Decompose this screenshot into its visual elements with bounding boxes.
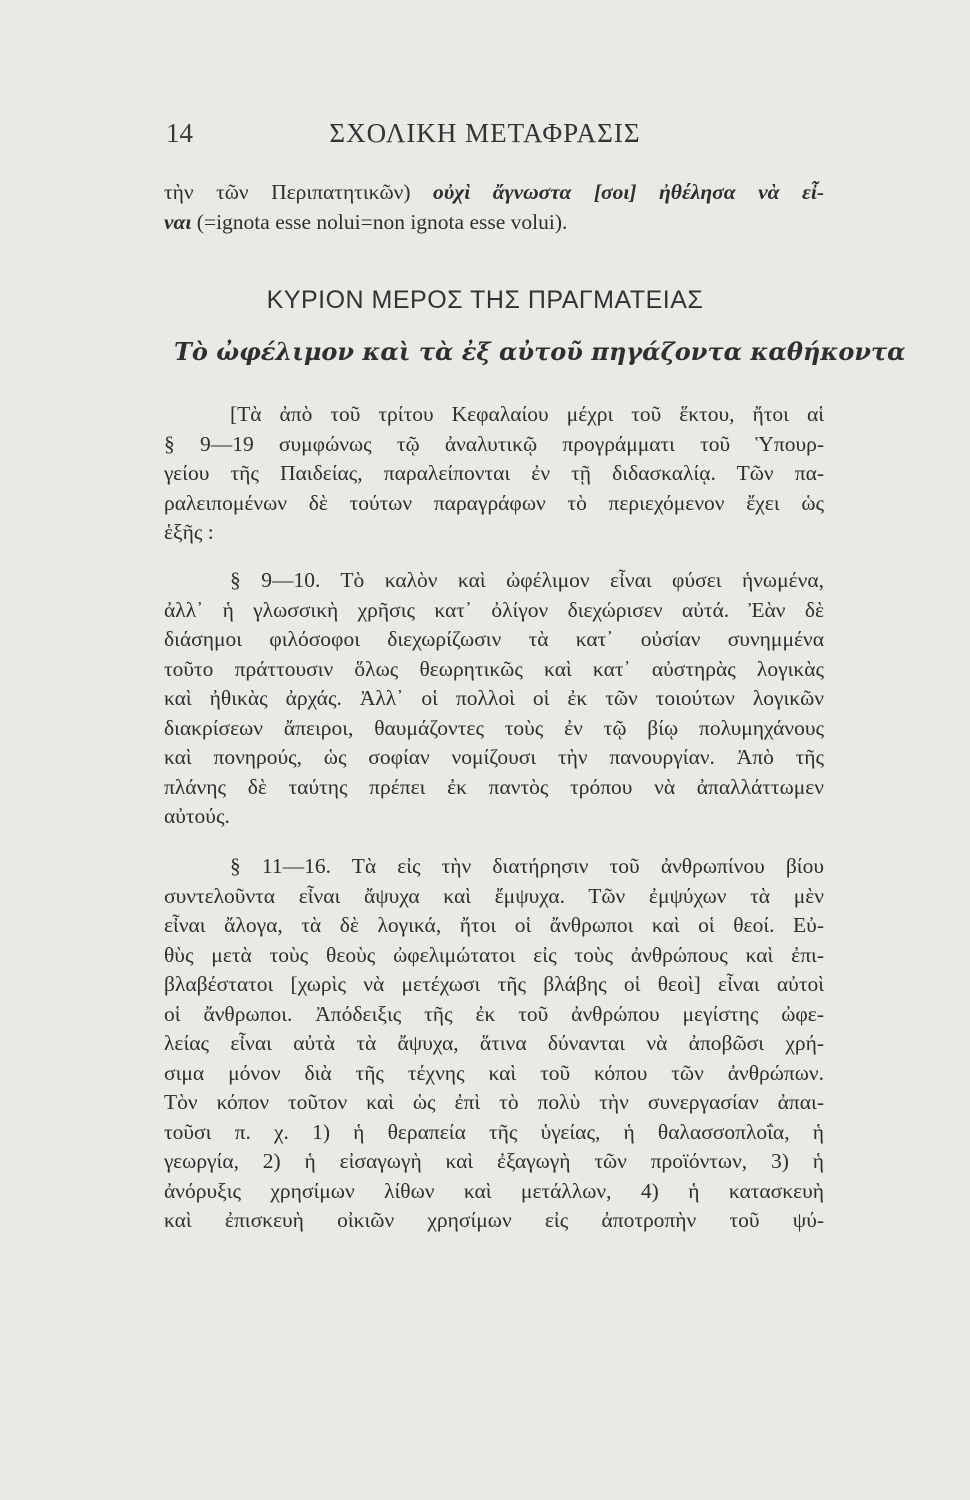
text-line: Τὸν κόπον τοῦτον καὶ ὡς ἐπὶ τὸ πολὺ τὴν συνεργασίαν ἀπαι- bbox=[164, 1090, 824, 1114]
opening-emphasis: οὐχὶ ἄγνωστα [σοι] ἠθέλησα νὰ εἶ- bbox=[432, 180, 824, 204]
text-line: καὶ πονηρούς, ὡς σοφίαν νομίζουσι τὴν πανουργίαν. Ἀπὸ τῆς bbox=[164, 745, 824, 769]
text-line: καὶ ἐπισκευὴ οἰκιῶν χρησίμων εἰς ἀποτροπὴν τοῦ ψύ- bbox=[164, 1208, 824, 1232]
text-line: γείου τῆς Παιδείας, παραλείπονται ἐν τῇ διδασκαλίᾳ. Τῶν πα- bbox=[164, 461, 824, 485]
text-line: αὐτούς. bbox=[164, 804, 230, 828]
running-title: ΣΧΟΛΙΚΗ ΜΕΤΑΦΡΑΣΙΣ bbox=[329, 118, 641, 148]
text-line: ἑξῆς : bbox=[164, 520, 214, 544]
opening-latin-gloss: (=ignota esse nolui=non ignota esse volui). bbox=[191, 209, 568, 234]
text-line: τοῦσι π. χ. 1) ἡ θεραπεία τῆς ὑγείας, ἡ θαλασσοπλοΐα, ἡ bbox=[164, 1119, 824, 1144]
paragraph-section-11-16 bbox=[164, 852, 824, 1236]
text-line: ἀνόρυξις χρησίμων λίθων καὶ μετάλλων, 4) ἡ κατασκευὴ bbox=[164, 1178, 824, 1203]
text-line: § 9—19 συμφώνως τῷ ἀναλυτικῷ προγράμματι τοῦ Ὑπουρ- bbox=[164, 431, 824, 456]
text-line: εἶναι ἄλογα, τὰ δὲ λογικά, ἤτοι οἱ ἄνθρωποι καὶ οἱ θεοί. Εὐ- bbox=[164, 913, 824, 937]
text-line: πλάνης δὲ ταύτης πρέπει ἐκ παντὸς τρόπου νὰ ἀπαλλάττωμεν bbox=[164, 774, 824, 799]
chapter-subtitle: Τὸ ὠφέλιμον καὶ τὰ ἐξ αὐτοῦ πηγάζοντα καθήκοντα bbox=[174, 337, 906, 366]
paragraph-summary-intro bbox=[164, 400, 824, 548]
text-line: σιμα μόνον διὰ τῆς τέχνης καὶ τοῦ κόπου τῶν ἀνθρώπων. bbox=[164, 1060, 824, 1085]
running-head bbox=[0, 118, 970, 158]
text-line: τοῦτο πράττουσιν ὅλως θεωρητικῶς καὶ κατ᾽ αὐστηρὰς λογικὰς bbox=[164, 656, 824, 681]
text-line: λείας εἶναι αὐτὰ τὰ ἄψυχα, ἅτινα δύνανται νὰ ἀποβῶσι χρή- bbox=[164, 1031, 824, 1055]
text-line: § 11—16. Τὰ εἰς τὴν διατήρησιν τοῦ ἀνθρωπίνου βίου bbox=[230, 854, 824, 878]
page-number: 14 bbox=[166, 118, 193, 148]
text-line: διακρίσεων ἄπειροι, θαυμάζοντες τοὺς ἐν τῷ βίῳ πολυμηχάνους bbox=[164, 715, 824, 740]
opening-text bbox=[164, 178, 824, 237]
text-line: [Τὰ ἀπὸ τοῦ τρίτου Κεφαλαίου μέχρι τοῦ ἕκτου, ἤτοι αἱ bbox=[230, 402, 824, 426]
text-line bbox=[164, 178, 824, 208]
text-line: βλαβέστατοι [χωρὶς νὰ μετέχωσι τῆς βλάβης οἱ θεοὶ] εἶναι αὐτοὶ bbox=[164, 972, 824, 996]
text-line: θὺς μετὰ τοὺς θεοὺς ὠφελιμώτατοι εἰς τοὺς ἀνθρώπους καὶ ἐπι- bbox=[164, 942, 824, 967]
text-line: καὶ ἠθικὰς ἀρχάς. Ἀλλ᾽ οἱ πολλοὶ οἱ ἐκ τῶν τοιούτων λογικῶν bbox=[164, 686, 824, 710]
text-line: ραλειπομένων δὲ τούτων παραγράφων τὸ περιεχόμενον ἔχει ὡς bbox=[164, 490, 824, 515]
text-line bbox=[164, 208, 824, 238]
opening-plain: τὴν τῶν Περιπατητικῶν) bbox=[164, 180, 433, 204]
section-title: ΚΥΡΙΟΝ ΜΕΡΟΣ ΤΗΣ ΠΡΑΓΜΑΤΕΙΑΣ bbox=[266, 286, 704, 314]
text-line: συντελοῦντα εἶναι ἄψυχα καὶ ἔμψυχα. Τῶν ἐμψύχων τὰ μὲν bbox=[164, 883, 824, 908]
paragraph-section-9-10 bbox=[164, 566, 824, 832]
text-line: γεωργία, 2) ἡ εἰσαγωγὴ καὶ ἐξαγωγὴ τῶν προϊόντων, 3) ἡ bbox=[164, 1149, 824, 1173]
text-line: ἀλλ᾽ ἡ γλωσσικὴ χρῆσις κατ᾽ ὀλίγον διεχώρισεν αὐτά. Ἐὰν δὲ bbox=[164, 597, 824, 622]
text-line: οἱ ἄνθρωποι. Ἀπόδειξις τῆς ἐκ τοῦ ἀνθρώπου μεγίστης ὠφε- bbox=[164, 1001, 824, 1026]
text-line: § 9—10. Τὸ καλὸν καὶ ὠφέλιμον εἶναι φύσει ἡνωμένα, bbox=[230, 568, 824, 592]
text-line: διάσημοι φιλόσοφοι διεχωρίζωσιν τὰ κατ᾽ οὐσίαν συνημμένα bbox=[164, 627, 824, 651]
opening-emphasis-cont: ναι bbox=[164, 209, 192, 234]
